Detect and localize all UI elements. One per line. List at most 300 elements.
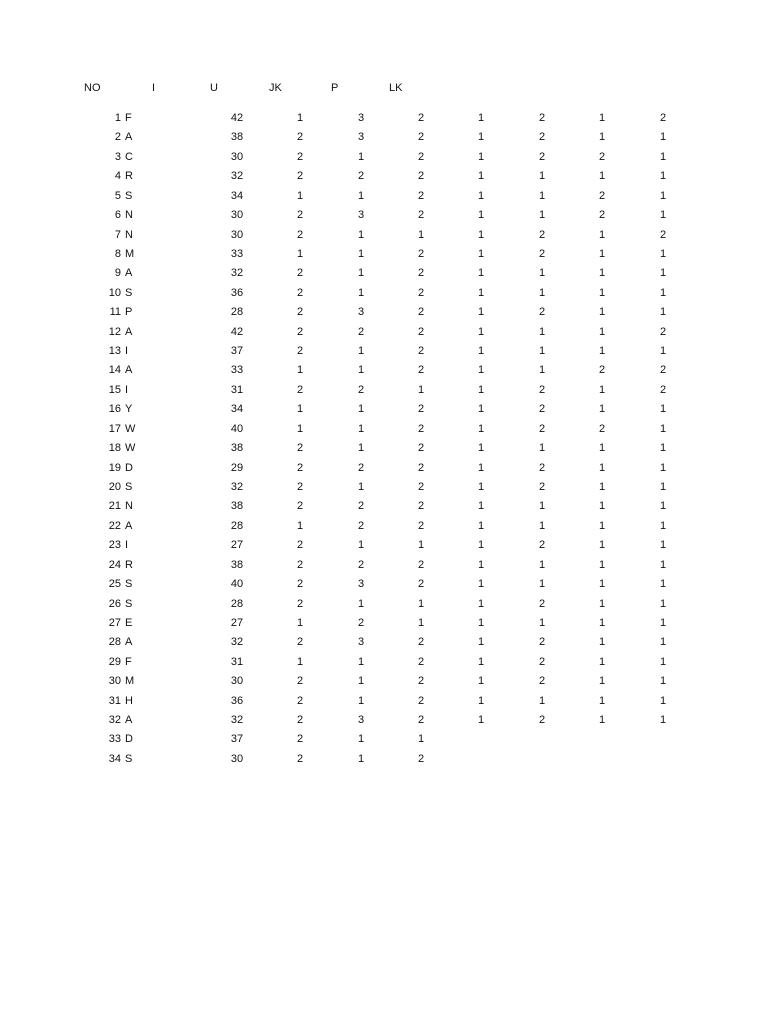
value-cell: 1 <box>477 656 485 668</box>
value-cell: 1 <box>477 384 485 396</box>
value-cell: 1 <box>598 695 606 707</box>
row-number: 7 <box>114 229 121 241</box>
value-cell: 1 <box>296 617 304 629</box>
value-cell: 2 <box>538 384 546 396</box>
value-cell: 1 <box>598 500 606 512</box>
value-cell: 1 <box>357 345 365 357</box>
row-number: 8 <box>114 248 121 260</box>
value-cell: 2 <box>296 131 304 143</box>
value-cell: 1 <box>659 267 667 279</box>
row-initial: M <box>125 675 135 687</box>
value-cell: 2 <box>417 500 425 512</box>
value-cell: 1 <box>659 520 667 532</box>
value-cell: 2 <box>659 364 667 376</box>
row-number: 31 <box>108 695 121 707</box>
value-cell: 1 <box>598 403 606 415</box>
value-cell: 38 <box>230 131 244 143</box>
value-cell: 1 <box>538 345 546 357</box>
row-initial: Y <box>125 403 133 415</box>
value-cell: 1 <box>659 442 667 454</box>
value-cell: 1 <box>598 131 606 143</box>
value-cell: 1 <box>477 151 485 163</box>
value-cell: 28 <box>230 306 244 318</box>
value-cell: 2 <box>538 675 546 687</box>
value-cell: 2 <box>417 403 425 415</box>
value-cell: 1 <box>538 267 546 279</box>
row-initial: A <box>125 520 133 532</box>
value-cell: 2 <box>417 306 425 318</box>
header-p: P <box>331 82 339 94</box>
value-cell: 30 <box>230 229 244 241</box>
value-cell: 32 <box>230 714 244 726</box>
row-number: 24 <box>108 559 121 571</box>
row-initial: S <box>125 578 133 590</box>
value-cell: 1 <box>296 190 304 202</box>
value-cell: 2 <box>417 481 425 493</box>
value-cell: 1 <box>296 656 304 668</box>
value-cell: 2 <box>296 578 304 590</box>
value-cell: 1 <box>538 695 546 707</box>
value-cell: 1 <box>296 248 304 260</box>
row-initial: S <box>125 598 133 610</box>
value-cell: 34 <box>230 403 244 415</box>
value-cell: 1 <box>659 190 667 202</box>
value-cell: 2 <box>538 151 546 163</box>
value-cell: 2 <box>417 345 425 357</box>
value-cell: 1 <box>417 539 425 551</box>
value-cell: 1 <box>477 481 485 493</box>
value-cell: 2 <box>417 636 425 648</box>
value-cell: 1 <box>659 306 667 318</box>
value-cell: 1 <box>598 481 606 493</box>
value-cell: 1 <box>477 326 485 338</box>
row-number: 25 <box>108 578 121 590</box>
value-cell: 1 <box>417 384 425 396</box>
value-cell: 28 <box>230 520 244 532</box>
value-cell: 2 <box>538 598 546 610</box>
value-cell: 1 <box>659 578 667 590</box>
row-number: 2 <box>114 131 121 143</box>
row-initial: A <box>125 131 133 143</box>
value-cell: 1 <box>538 364 546 376</box>
value-cell: 1 <box>598 559 606 571</box>
row-number: 19 <box>108 462 121 474</box>
value-cell: 1 <box>598 326 606 338</box>
value-cell: 1 <box>659 500 667 512</box>
row-number: 34 <box>108 753 121 765</box>
value-cell: 2 <box>296 598 304 610</box>
header-u: U <box>210 82 218 94</box>
value-cell: 1 <box>659 539 667 551</box>
value-cell: 1 <box>538 520 546 532</box>
value-cell: 28 <box>230 598 244 610</box>
row-initial: A <box>125 267 133 279</box>
row-number: 28 <box>108 636 121 648</box>
row-initial: I <box>125 345 129 357</box>
value-cell: 1 <box>598 267 606 279</box>
value-cell: 2 <box>296 287 304 299</box>
row-number: 29 <box>108 656 121 668</box>
value-cell: 2 <box>357 500 365 512</box>
value-cell: 38 <box>230 500 244 512</box>
value-cell: 34 <box>230 190 244 202</box>
value-cell: 1 <box>477 170 485 182</box>
value-cell: 2 <box>598 364 606 376</box>
value-cell: 1 <box>296 423 304 435</box>
value-cell: 2 <box>296 462 304 474</box>
value-cell: 1 <box>598 442 606 454</box>
value-cell: 2 <box>357 384 365 396</box>
value-cell: 3 <box>357 578 365 590</box>
row-initial: S <box>125 481 133 493</box>
value-cell: 36 <box>230 287 244 299</box>
header-jk: JK <box>269 82 282 94</box>
value-cell: 1 <box>357 539 365 551</box>
row-number: 18 <box>108 442 121 454</box>
value-cell: 2 <box>538 131 546 143</box>
value-cell: 1 <box>598 714 606 726</box>
value-cell: 2 <box>417 209 425 221</box>
value-cell: 1 <box>538 442 546 454</box>
value-cell: 2 <box>417 714 425 726</box>
row-initial: S <box>125 190 133 202</box>
value-cell: 2 <box>296 229 304 241</box>
value-cell: 2 <box>296 267 304 279</box>
value-cell: 1 <box>357 656 365 668</box>
row-number: 3 <box>114 151 121 163</box>
value-cell: 2 <box>417 462 425 474</box>
value-cell: 1 <box>357 151 365 163</box>
value-cell: 1 <box>296 520 304 532</box>
value-cell: 1 <box>417 229 425 241</box>
row-initial: H <box>125 695 133 707</box>
row-number: 4 <box>114 170 121 182</box>
value-cell: 2 <box>417 131 425 143</box>
value-cell: 1 <box>659 151 667 163</box>
value-cell: 1 <box>477 617 485 629</box>
value-cell: 31 <box>230 384 244 396</box>
value-cell: 1 <box>598 306 606 318</box>
row-number: 22 <box>108 520 121 532</box>
value-cell: 1 <box>477 306 485 318</box>
value-cell: 3 <box>357 714 365 726</box>
row-number: 32 <box>108 714 121 726</box>
value-cell: 2 <box>296 636 304 648</box>
value-cell: 1 <box>477 209 485 221</box>
row-number: 17 <box>108 423 121 435</box>
value-cell: 1 <box>538 190 546 202</box>
value-cell: 3 <box>357 636 365 648</box>
value-cell: 2 <box>538 423 546 435</box>
value-cell: 2 <box>659 326 667 338</box>
value-cell: 1 <box>477 345 485 357</box>
value-cell: 2 <box>538 248 546 260</box>
value-cell: 2 <box>538 462 546 474</box>
value-cell: 2 <box>296 306 304 318</box>
value-cell: 1 <box>357 675 365 687</box>
value-cell: 1 <box>598 539 606 551</box>
value-cell: 1 <box>357 248 365 260</box>
value-cell: 1 <box>598 617 606 629</box>
row-initial: D <box>125 462 133 474</box>
header-no: NO <box>84 82 101 94</box>
value-cell: 2 <box>417 695 425 707</box>
row-number: 23 <box>108 539 121 551</box>
value-cell: 30 <box>230 151 244 163</box>
row-number: 13 <box>108 345 121 357</box>
value-cell: 42 <box>230 326 244 338</box>
value-cell: 2 <box>357 617 365 629</box>
value-cell: 1 <box>477 520 485 532</box>
value-cell: 1 <box>598 520 606 532</box>
row-initial: C <box>125 151 133 163</box>
value-cell: 1 <box>598 636 606 648</box>
value-cell: 1 <box>357 267 365 279</box>
value-cell: 1 <box>659 403 667 415</box>
row-initial: N <box>125 209 133 221</box>
row-initial: A <box>125 364 133 376</box>
value-cell: 2 <box>296 733 304 745</box>
value-cell: 38 <box>230 559 244 571</box>
value-cell: 33 <box>230 248 244 260</box>
value-cell: 1 <box>598 229 606 241</box>
row-number: 12 <box>108 326 121 338</box>
value-cell: 1 <box>598 248 606 260</box>
row-number: 33 <box>108 733 121 745</box>
value-cell: 2 <box>296 675 304 687</box>
value-cell: 1 <box>357 442 365 454</box>
value-cell: 1 <box>477 267 485 279</box>
row-initial: S <box>125 753 133 765</box>
row-number: 11 <box>109 306 121 318</box>
value-cell: 2 <box>538 112 546 124</box>
value-cell: 2 <box>417 112 425 124</box>
value-cell: 1 <box>659 462 667 474</box>
value-cell: 2 <box>417 559 425 571</box>
value-cell: 1 <box>477 598 485 610</box>
value-cell: 1 <box>538 287 546 299</box>
value-cell: 1 <box>659 675 667 687</box>
value-cell: 2 <box>417 170 425 182</box>
value-cell: 2 <box>296 714 304 726</box>
value-cell: 1 <box>477 248 485 260</box>
value-cell: 2 <box>417 675 425 687</box>
value-cell: 2 <box>357 520 365 532</box>
row-initial: A <box>125 636 133 648</box>
value-cell: 2 <box>357 170 365 182</box>
value-cell: 2 <box>296 695 304 707</box>
value-cell: 2 <box>417 578 425 590</box>
row-number: 26 <box>108 598 121 610</box>
value-cell: 1 <box>477 559 485 571</box>
value-cell: 2 <box>417 190 425 202</box>
row-number: 14 <box>108 364 121 376</box>
value-cell: 1 <box>598 345 606 357</box>
value-cell: 1 <box>477 636 485 648</box>
value-cell: 1 <box>417 617 425 629</box>
value-cell: 1 <box>538 170 546 182</box>
value-cell: 1 <box>598 170 606 182</box>
value-cell: 1 <box>598 462 606 474</box>
value-cell: 2 <box>538 481 546 493</box>
value-cell: 2 <box>296 170 304 182</box>
value-cell: 32 <box>230 636 244 648</box>
value-cell: 2 <box>538 229 546 241</box>
value-cell: 1 <box>538 326 546 338</box>
value-cell: 1 <box>357 287 365 299</box>
value-cell: 29 <box>230 462 244 474</box>
value-cell: 1 <box>659 598 667 610</box>
value-cell: 32 <box>230 481 244 493</box>
value-cell: 1 <box>357 364 365 376</box>
value-cell: 1 <box>538 209 546 221</box>
value-cell: 40 <box>230 578 244 590</box>
value-cell: 1 <box>357 733 365 745</box>
value-cell: 1 <box>477 364 485 376</box>
row-number: 10 <box>108 287 121 299</box>
value-cell: 1 <box>477 578 485 590</box>
value-cell: 31 <box>230 656 244 668</box>
row-number: 5 <box>114 190 121 202</box>
value-cell: 37 <box>230 733 244 745</box>
value-cell: 1 <box>357 229 365 241</box>
value-cell: 2 <box>538 636 546 648</box>
value-cell: 1 <box>357 190 365 202</box>
row-initial: E <box>125 617 133 629</box>
value-cell: 1 <box>417 598 425 610</box>
value-cell: 2 <box>538 656 546 668</box>
row-number: 30 <box>108 675 121 687</box>
value-cell: 1 <box>296 112 304 124</box>
header-lk: LK <box>389 82 403 94</box>
value-cell: 2 <box>296 500 304 512</box>
value-cell: 1 <box>477 131 485 143</box>
value-cell: 27 <box>230 539 244 551</box>
value-cell: 2 <box>659 112 667 124</box>
value-cell: 1 <box>296 364 304 376</box>
row-initial: S <box>125 287 133 299</box>
value-cell: 3 <box>357 131 365 143</box>
value-cell: 1 <box>357 598 365 610</box>
value-cell: 2 <box>417 656 425 668</box>
value-cell: 2 <box>296 559 304 571</box>
value-cell: 1 <box>659 656 667 668</box>
value-cell: 1 <box>477 714 485 726</box>
value-cell: 1 <box>477 229 485 241</box>
value-cell: 2 <box>417 753 425 765</box>
row-initial: I <box>125 539 129 551</box>
value-cell: 1 <box>659 345 667 357</box>
value-cell: 2 <box>296 209 304 221</box>
value-cell: 1 <box>659 209 667 221</box>
value-cell: 2 <box>417 423 425 435</box>
value-cell: 1 <box>477 190 485 202</box>
value-cell: 38 <box>230 442 244 454</box>
value-cell: 2 <box>296 442 304 454</box>
value-cell: 2 <box>296 326 304 338</box>
row-number: 9 <box>114 267 121 279</box>
value-cell: 1 <box>659 287 667 299</box>
value-cell: 1 <box>538 559 546 571</box>
value-cell: 1 <box>477 287 485 299</box>
value-cell: 1 <box>598 675 606 687</box>
value-cell: 3 <box>357 306 365 318</box>
row-initial: D <box>125 733 133 745</box>
value-cell: 1 <box>477 695 485 707</box>
value-cell: 1 <box>659 481 667 493</box>
value-cell: 1 <box>659 636 667 648</box>
value-cell: 2 <box>357 559 365 571</box>
value-cell: 1 <box>477 539 485 551</box>
value-cell: 33 <box>230 364 244 376</box>
value-cell: 2 <box>598 209 606 221</box>
value-cell: 1 <box>296 403 304 415</box>
value-cell: 1 <box>659 248 667 260</box>
value-cell: 32 <box>230 170 244 182</box>
value-cell: 2 <box>296 151 304 163</box>
value-cell: 2 <box>417 248 425 260</box>
value-cell: 37 <box>230 345 244 357</box>
value-cell: 2 <box>538 306 546 318</box>
value-cell: 1 <box>357 481 365 493</box>
value-cell: 2 <box>538 403 546 415</box>
value-cell: 2 <box>357 326 365 338</box>
value-cell: 2 <box>598 423 606 435</box>
row-number: 15 <box>108 384 121 396</box>
value-cell: 1 <box>659 695 667 707</box>
value-cell: 2 <box>659 384 667 396</box>
header-i: I <box>152 82 156 94</box>
value-cell: 30 <box>230 753 244 765</box>
value-cell: 1 <box>477 403 485 415</box>
value-cell: 2 <box>417 267 425 279</box>
value-cell: 40 <box>230 423 244 435</box>
value-cell: 36 <box>230 695 244 707</box>
row-initial: W <box>125 423 136 435</box>
value-cell: 2 <box>296 539 304 551</box>
row-initial: M <box>125 248 135 260</box>
row-initial: P <box>125 306 133 318</box>
value-cell: 1 <box>357 695 365 707</box>
value-cell: 1 <box>477 500 485 512</box>
value-cell: 1 <box>538 500 546 512</box>
value-cell: 1 <box>598 598 606 610</box>
value-cell: 2 <box>417 287 425 299</box>
row-initial: N <box>125 229 133 241</box>
value-cell: 2 <box>357 462 365 474</box>
row-number: 16 <box>108 403 121 415</box>
value-cell: 42 <box>230 112 244 124</box>
value-cell: 2 <box>538 539 546 551</box>
value-cell: 30 <box>230 209 244 221</box>
value-cell: 1 <box>659 423 667 435</box>
row-number: 20 <box>108 481 121 493</box>
value-cell: 1 <box>659 559 667 571</box>
value-cell: 1 <box>357 423 365 435</box>
value-cell: 2 <box>417 364 425 376</box>
row-initial: F <box>125 112 132 124</box>
row-initial: F <box>125 656 132 668</box>
value-cell: 2 <box>296 481 304 493</box>
value-cell: 30 <box>230 675 244 687</box>
row-initial: W <box>125 442 136 454</box>
value-cell: 32 <box>230 267 244 279</box>
row-number: 6 <box>114 209 121 221</box>
value-cell: 1 <box>538 617 546 629</box>
value-cell: 1 <box>598 384 606 396</box>
value-cell: 2 <box>598 190 606 202</box>
value-cell: 1 <box>417 733 425 745</box>
